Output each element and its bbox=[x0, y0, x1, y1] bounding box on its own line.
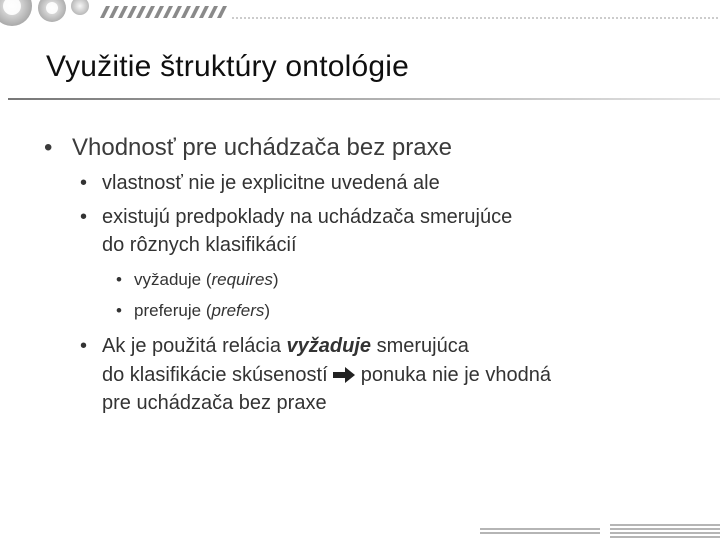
relation-text: Ak je použitá relácia bbox=[102, 335, 287, 357]
bullet-icon: • bbox=[44, 134, 53, 161]
prefers-prefix: preferuje ( bbox=[134, 301, 212, 320]
requires-italic: requires bbox=[211, 270, 273, 289]
bullet-icon: • bbox=[80, 172, 88, 194]
right-arrow-icon bbox=[333, 367, 355, 383]
bullet-level2-text-line3: pre uchádzača bez praxe bbox=[102, 392, 327, 414]
title-underline bbox=[8, 98, 720, 100]
bottom-stripe-decoration bbox=[480, 520, 720, 540]
bullet-level1-text: Vhodnosť pre uchádzača bez praxe bbox=[72, 134, 452, 161]
offer-text: ponuka nie je vhodná bbox=[355, 364, 551, 386]
bullet-level3-text bbox=[134, 301, 270, 321]
bullet-level2-text-line1 bbox=[102, 335, 469, 358]
top-stripe-decoration bbox=[100, 4, 230, 20]
bullet-icon: • bbox=[80, 335, 88, 357]
bullet-level3-text bbox=[134, 270, 279, 290]
bullet-icon: • bbox=[116, 301, 122, 320]
classification-text: do klasifikácie skúseností bbox=[102, 364, 334, 386]
gear-decoration-icon bbox=[0, 0, 110, 30]
relation-text-end: smerujúca bbox=[371, 335, 469, 357]
bullet-icon: • bbox=[80, 206, 88, 228]
requires-emphasis: vyžaduje bbox=[286, 335, 372, 357]
prefers-italic: prefers bbox=[211, 301, 265, 320]
requires-suffix: ) bbox=[272, 270, 279, 289]
requires-prefix: vyžaduje ( bbox=[134, 270, 212, 289]
bullet-icon: • bbox=[116, 270, 122, 289]
bullet-level2-text-line2: do rôznych klasifikácií bbox=[102, 234, 297, 256]
bullet-level2-text-line2 bbox=[102, 364, 551, 387]
bullet-level2-text: vlastnosť nie je explicitne uvedená ale bbox=[102, 172, 440, 194]
prefers-suffix: ) bbox=[264, 301, 271, 320]
slide-title: Využitie štruktúry ontológie bbox=[46, 50, 409, 83]
bullet-level2-text-line1: existujú predpoklady na uchádzača smerujúce bbox=[102, 206, 513, 228]
top-dotted-line bbox=[232, 16, 720, 20]
